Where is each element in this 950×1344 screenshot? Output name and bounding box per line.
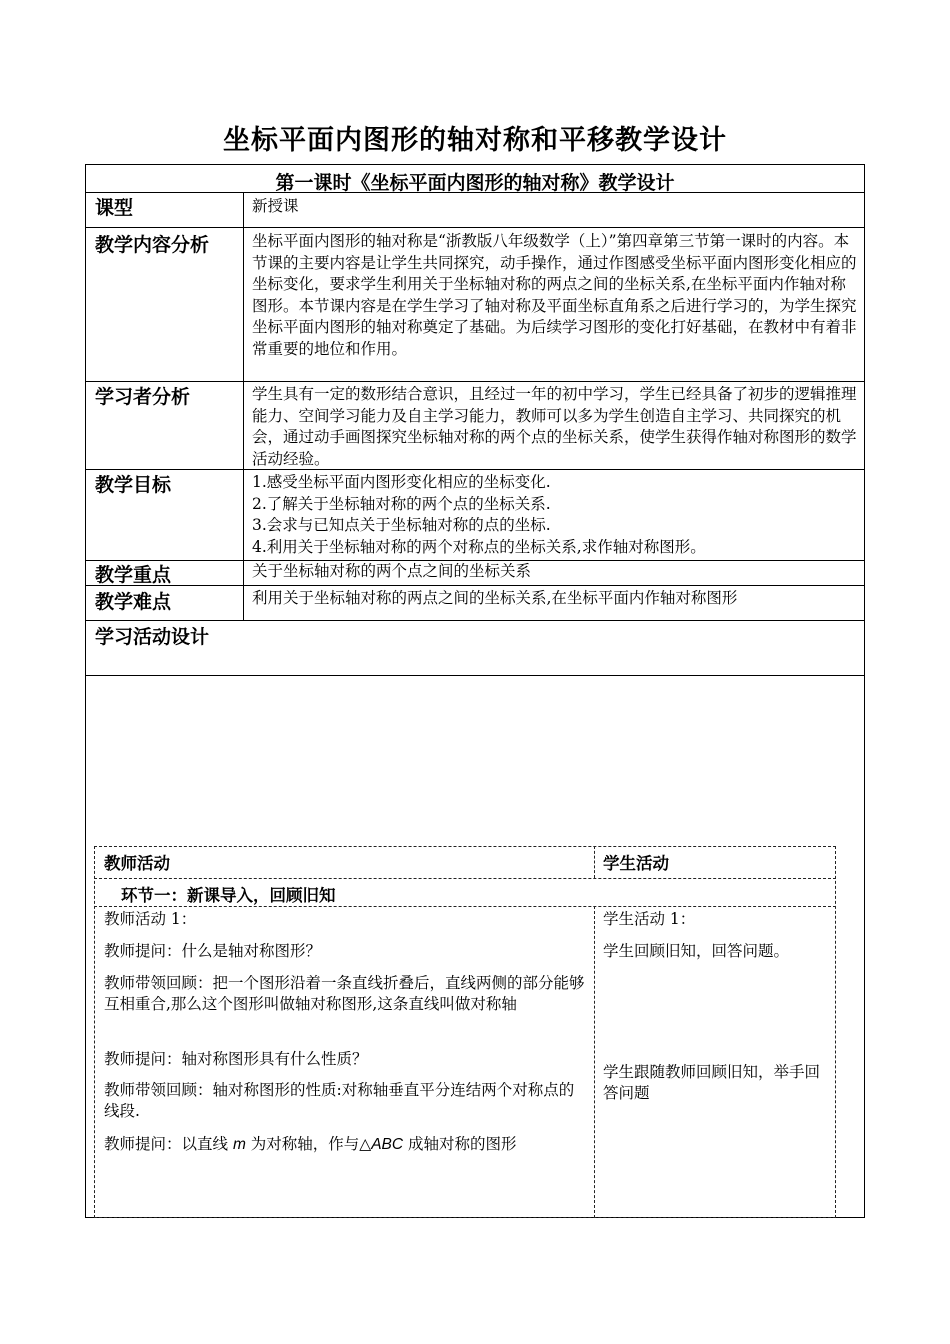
document-title: 坐标平面内图形的轴对称和平移教学设计: [223, 125, 727, 156]
teacher-paragraph: 教师提问：轴对称图形具有什么性质？: [104, 1050, 368, 1068]
teacher-paragraph: 教师带领回顾：把一个图形沿着一条直线折叠后，直线两侧的部分能够互相重合,那么这个图形叫做轴对称图形,这条直线叫做对称轴: [104, 974, 585, 1013]
teacher-activity-header: 教师活动: [104, 854, 170, 873]
column-divider: [243, 192, 244, 620]
activity-divider: [94, 906, 836, 907]
objective-item: 4.利用关于坐标轴对称的两个对称点的坐标关系,求作轴对称图形。: [252, 537, 706, 556]
learner-analysis-text: 学生具有一定的数形结合意识，且经过一年的初中学习，学生已经具备了初步的逻辑推理能力、空间学习能力及自主学习能力，教师可以多为学生创造自主学习、共同探究的机会，通过动手画图探究坐标轴对称的两个点的坐标关系，使学生获得作轴对称图形的数学活动经验。: [252, 385, 857, 468]
teacher-activity-subtitle: 教师活动 1：: [104, 910, 197, 928]
lesson-title: 第一课时《坐标平面内图形的轴对称》教学设计: [275, 172, 675, 194]
label-objectives: 教学目标: [95, 474, 172, 496]
teacher-paragraph: 教师提问：什么是轴对称图形？: [104, 942, 322, 960]
label-content-analysis: 教学内容分析: [95, 234, 210, 256]
objective-item: 3.会求与已知点关于坐标轴对称的点的坐标.: [252, 516, 551, 534]
activity-divider: [94, 878, 836, 879]
student-activity-header: 学生活动: [603, 854, 669, 873]
student-paragraph: 学生跟随教师回顾旧知，举手回答问题: [603, 1063, 821, 1102]
table-divider: [85, 675, 865, 676]
teacher-paragraph: [104, 1134, 589, 1155]
label-learner-analysis: 学习者分析: [95, 386, 191, 408]
variable-m: m: [232, 1136, 246, 1153]
activity-column-divider: [594, 846, 595, 878]
student-paragraph: 学生回顾旧知，回答问题。: [603, 942, 790, 960]
objective-item: 2.了解关于坐标轴对称的两个点的坐标关系.: [252, 494, 551, 513]
activity-column-divider: [594, 906, 595, 1218]
objectives-list: [252, 472, 858, 558]
content-analysis-text: 坐标平面内图形的轴对称是“浙教版八年级数学（上）”第四章第三节第一课时的内容。本节课的主要内容是让学生共同探究，动手操作，通过作图感受坐标平面内图形变化相应的坐标变化，要求学生利用关于坐标轴对称的两点之间的坐标关系,在坐标平面内作轴对称图形。本节课内容是在学生学习了轴对称及平面坐标直角系之后进行学习的，为学生探究坐标平面内图形的轴对称奠定了基础。为后续学习图形的变化打好基础，在教材中有着非常重要的地位和作用。: [252, 232, 857, 358]
key-points-text: 关于坐标轴对称的两个点之间的坐标关系: [252, 562, 532, 580]
course-type-value: 新授课: [252, 197, 299, 215]
label-key-points: 教学重点: [95, 564, 172, 586]
label-activity-design: 学习活动设计: [95, 626, 210, 648]
teacher-question-text: 为对称轴，作与△: [245, 1135, 372, 1153]
teacher-question-text: 成轴对称的图形: [403, 1135, 517, 1153]
table-divider: [85, 585, 865, 586]
teacher-paragraph: 教师带领回顾：轴对称图形的性质:对称轴垂直平分连结两个对称点的线段.: [104, 1081, 575, 1120]
label-course-type: 课型: [95, 197, 134, 219]
label-difficulties: 教学难点: [95, 591, 172, 613]
difficulties-text: 利用关于坐标轴对称的两点之间的坐标关系,在坐标平面内作轴对称图形: [252, 589, 738, 607]
teacher-question-text: 教师提问：以直线: [104, 1135, 233, 1153]
table-divider: [85, 227, 865, 228]
objective-item: 1.感受坐标平面内图形变化相应的坐标变化.: [252, 473, 551, 491]
variable-abc: ABC: [371, 1136, 404, 1153]
stage-title: 环节一：新课导入，回顾旧知: [121, 886, 336, 905]
student-activity-subtitle: 学生活动 1：: [603, 910, 696, 928]
table-divider: [85, 620, 865, 621]
table-divider: [85, 381, 865, 382]
